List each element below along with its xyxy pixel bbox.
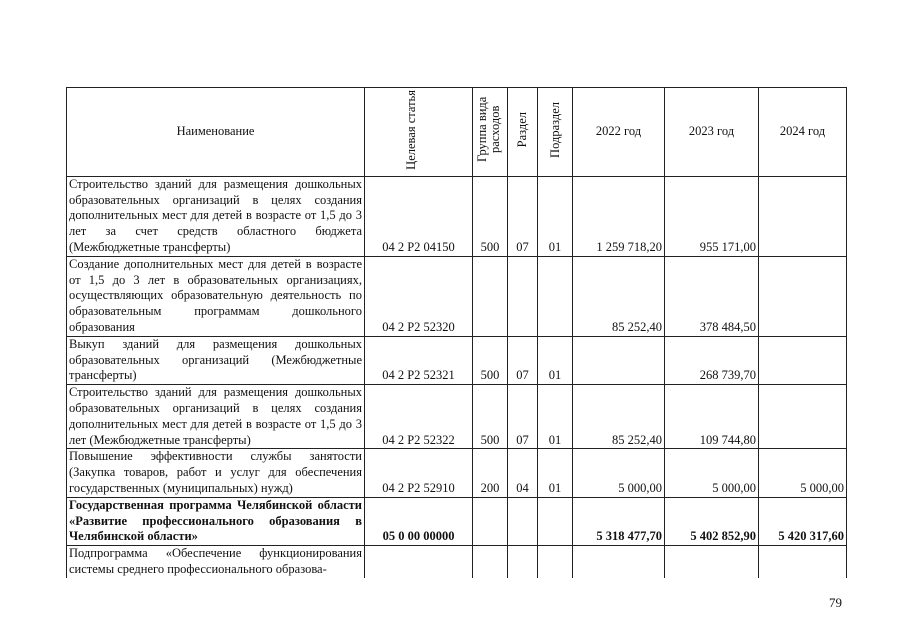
- header-2023: 2023 год: [665, 88, 759, 177]
- table-header-row: [67, 88, 847, 177]
- row-name: Строительство зданий для размещения дошкольных образовательных организаций в целях создания дополнительных мест для детей в возрасте от 1,5 до 3 лет (Межбюджетные трансферты): [67, 385, 365, 449]
- header-subsection: Подраздел: [538, 88, 573, 177]
- header-section: Раздел: [508, 88, 538, 177]
- row-2023: [665, 546, 759, 578]
- row-name: Выкуп зданий для размещения дошкольных образовательных организаций (Межбюджетные трансферты): [67, 336, 365, 384]
- row-code: [365, 546, 473, 578]
- row-code: 04 2 P2 52321: [365, 336, 473, 384]
- row-2024: [759, 385, 847, 449]
- row-group: 500: [473, 176, 508, 256]
- row-2023: 109 744,80: [665, 385, 759, 449]
- header-target: Целевая статья: [365, 88, 473, 177]
- row-name: Строительство зданий для размещения дошкольных образовательных организаций в целях создания дополнительных мест для детей в возрасте от 1,5 до 3 лет за счет средств областного бюджета (Межбюджетные трансферты): [67, 176, 365, 256]
- row-section: 07: [508, 176, 538, 256]
- row-group: [473, 546, 508, 578]
- row-name: Повышение эффективности службы занятости (Закупка товаров, работ и услуг для обеспечения государственных (муниципальных) нужд): [67, 449, 365, 497]
- row-2023: 955 171,00: [665, 176, 759, 256]
- row-subsection: 01: [538, 385, 573, 449]
- row-code: 04 2 P2 52320: [365, 256, 473, 336]
- row-subsection: 01: [538, 176, 573, 256]
- row-2024: [759, 176, 847, 256]
- header-group: Группа вида расходов: [473, 88, 508, 177]
- row-2022: 5 000,00: [573, 449, 665, 497]
- row-code: 05 0 00 00000: [365, 497, 473, 545]
- row-2022: 85 252,40: [573, 256, 665, 336]
- row-2023: 378 484,50: [665, 256, 759, 336]
- row-2022: [573, 336, 665, 384]
- row-name: Создание дополнительных мест для детей в возрасте от 1,5 до 3 лет в образовательных организациях, осуществляющих образовательную деятельность по образовательным программам дошкольного образования: [67, 256, 365, 336]
- row-subsection: [538, 497, 573, 545]
- row-2022: [573, 546, 665, 578]
- row-name: Государственная программа Челябинской области «Развитие профессионального образования в Челябинской области»: [67, 497, 365, 545]
- row-section: 07: [508, 385, 538, 449]
- row-2022: 1 259 718,20: [573, 176, 665, 256]
- row-section: [508, 256, 538, 336]
- row-2024: [759, 546, 847, 578]
- row-group: [473, 256, 508, 336]
- row-2023: 268 739,70: [665, 336, 759, 384]
- row-2024: [759, 256, 847, 336]
- row-name: Подпрограмма «Обеспечение функционирования системы среднего профессионального образова-: [67, 546, 365, 578]
- row-subsection: [538, 256, 573, 336]
- header-2024: 2024 год: [759, 88, 847, 177]
- row-2023: 5 402 852,90: [665, 497, 759, 545]
- row-2023: 5 000,00: [665, 449, 759, 497]
- row-code: 04 2 P2 52910: [365, 449, 473, 497]
- row-2024: 5 420 317,60: [759, 497, 847, 545]
- table-row: [67, 449, 847, 497]
- row-group: [473, 497, 508, 545]
- row-group: 500: [473, 336, 508, 384]
- header-2022: 2022 год: [573, 88, 665, 177]
- row-2024: [759, 336, 847, 384]
- row-subsection: [538, 546, 573, 578]
- row-section: 04: [508, 449, 538, 497]
- row-code: 04 2 P2 52322: [365, 385, 473, 449]
- row-section: [508, 497, 538, 545]
- table-row: [67, 256, 847, 336]
- row-group: 200: [473, 449, 508, 497]
- table-row: [67, 497, 847, 545]
- table-row: [67, 546, 847, 578]
- table-row: [67, 336, 847, 384]
- header-name: Наименование: [67, 88, 365, 177]
- row-group: 500: [473, 385, 508, 449]
- row-2024: 5 000,00: [759, 449, 847, 497]
- page-number: 79: [829, 595, 842, 610]
- table-row: [67, 176, 847, 256]
- row-code: 04 2 P2 04150: [365, 176, 473, 256]
- budget-table: [66, 87, 847, 578]
- table-row: [67, 385, 847, 449]
- row-subsection: 01: [538, 336, 573, 384]
- row-section: 07: [508, 336, 538, 384]
- row-subsection: 01: [538, 449, 573, 497]
- row-section: [508, 546, 538, 578]
- row-2022: 5 318 477,70: [573, 497, 665, 545]
- row-2022: 85 252,40: [573, 385, 665, 449]
